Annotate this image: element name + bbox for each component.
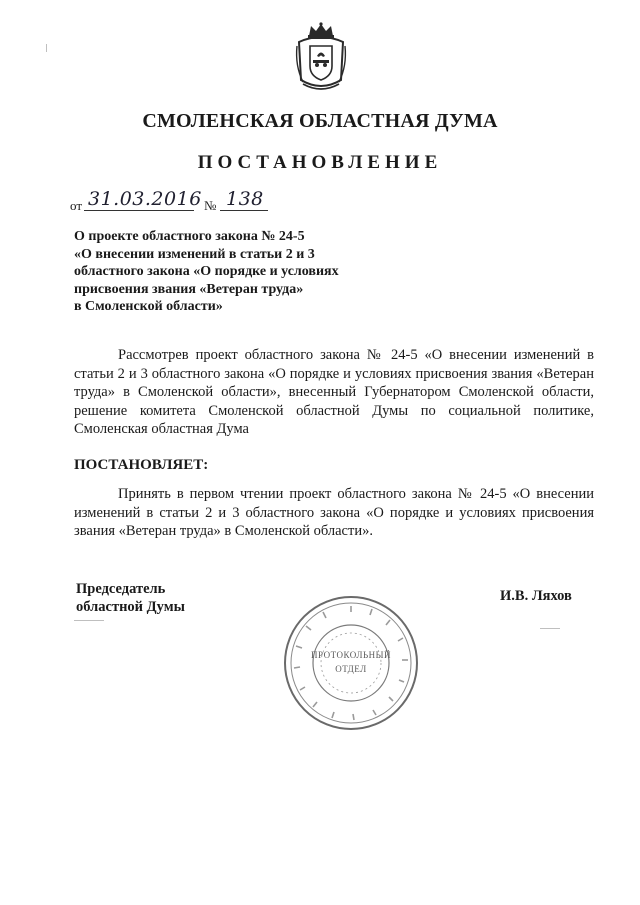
organization-title: СМОЛЕНСКАЯ ОБЛАСТНАЯ ДУМА <box>142 110 498 132</box>
scan-artifact <box>540 628 560 629</box>
stamp-center-text: ПРОТОКОЛЬНЫЙ <box>311 650 391 660</box>
document-subject <box>74 228 394 316</box>
signer-name: И.В. Ляхов <box>500 588 572 604</box>
handwritten-number: 138 <box>226 188 264 210</box>
subject-line: присвоения звания «Ветеран труда» <box>74 281 304 297</box>
signer-position <box>76 580 185 616</box>
subject-line: в Смоленской области» <box>74 299 223 314</box>
number-underline <box>220 210 268 211</box>
resolution-paragraph: Принять в первом чтении проект областного закона № 24-5 «О внесении изменений в статьи 2 и 3 областного закона «О порядке и условиях присвоения звания «Ветеран труда» в Смоленской области». <box>74 486 594 539</box>
coat-of-arms-icon <box>293 22 349 96</box>
stamp-center-text: ОТДЕЛ <box>335 664 367 674</box>
date-prefix: от <box>70 198 83 213</box>
subject-line: О проекте областного закона № 24-5 <box>74 229 305 244</box>
official-stamp <box>282 594 420 732</box>
number-prefix: № <box>204 198 217 213</box>
preamble-paragraph: Рассмотрев проект областного закона № 24-5 «О внесении изменений в статьи 2 и 3 областного закона «О порядке и условиях присвоения звания «Ветеран труда» в Смоленской области», внесенный Губернатором Смоленской области, решение комитета Смоленской областной Думы по социальной политике, Смоленская областная Дума <box>74 347 594 437</box>
resolves-heading: ПОСТАНОВЛЯЕТ: <box>74 457 209 473</box>
scan-artifact <box>46 44 47 52</box>
date-underline <box>84 210 194 211</box>
date-number-line <box>70 188 290 218</box>
signer-position-line: областной Думы <box>76 599 185 615</box>
signer-position-line: Председатель <box>76 581 166 597</box>
handwritten-date: 31.03.2016 <box>88 188 202 210</box>
subject-line: областного закона «О порядке и условиях <box>74 264 339 279</box>
subject-line: «О внесении изменений в статьи 2 и 3 <box>74 246 315 262</box>
round-seal-icon <box>282 594 420 732</box>
scan-artifact <box>74 620 104 621</box>
document-type-heading: ПОСТАНОВЛЕНИЕ <box>197 152 443 173</box>
